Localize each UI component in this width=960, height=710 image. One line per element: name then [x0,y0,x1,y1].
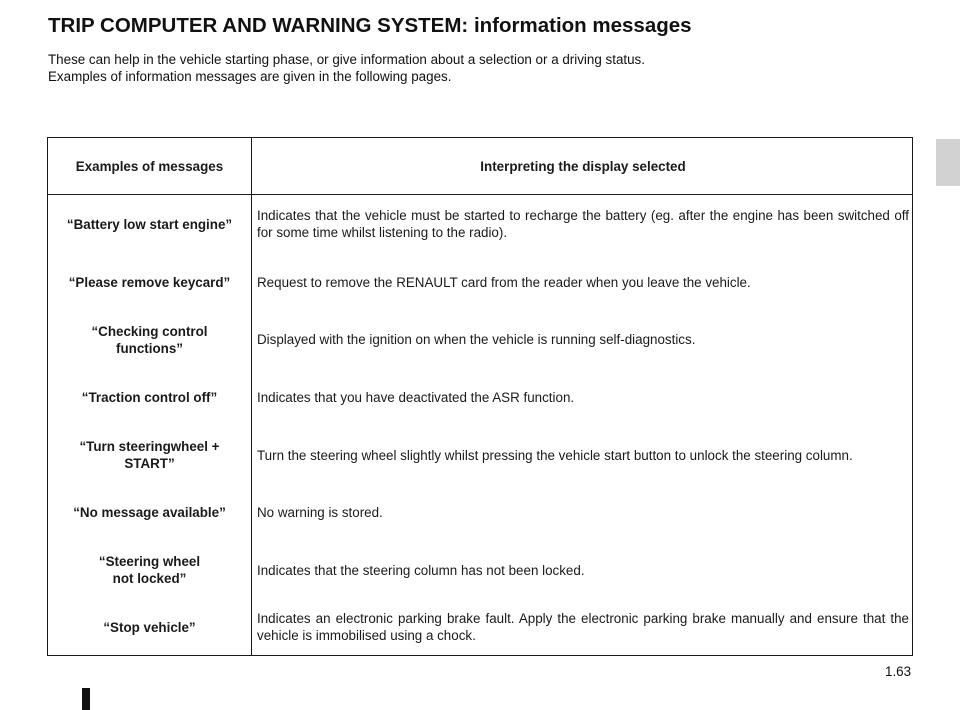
message-cell: “Please remove keycard” [48,253,252,311]
column-header-interpretation: Interpreting the display selected [252,138,912,195]
page-title: TRIP COMPUTER AND WARNING SYSTEM: information messages [48,14,692,37]
message-cell: “Battery low start engine” [48,195,252,253]
interpretation-cell: Indicates that you have deactivated the ASR function. [257,389,575,405]
page-number: 1.63 [885,664,912,679]
message-cell: “No message available” [48,484,252,541]
message-cell: “Traction control off” [48,368,252,426]
interpretation-cell: Indicates that the steering column has not been locked. [257,562,585,578]
crop-mark [82,688,90,710]
interpretation-cell: Request to remove the RENAULT card from the reader when you leave the vehicle. [257,274,751,290]
interpretation-cell: Displayed with the ignition on when the vehicle is running self-diagnostics. [257,332,696,347]
column-header-messages: Examples of messages [48,138,252,195]
interpretation-cell: Turn the steering wheel slightly whilst pressing the vehicle start button to unlock the steering column. [257,447,853,463]
interpretation-cell: Indicates an electronic parking brake fault. Apply the electronic parking brake manually and ensure that the vehicle is immobilised using a chock. [257,611,909,643]
message-cell: “Steering wheel not locked” [48,541,252,599]
message-cell: “Stop vehicle” [48,599,252,655]
messages-table [47,137,913,656]
message-cell: “Checking control functions” [48,311,252,368]
interpretation-cell: No warning is stored. [257,505,383,520]
interpretation-cell: Indicates that the vehicle must be started to recharge the battery (eg. after the engine has been switched off for some time whilst listening to the radio). [257,208,909,240]
section-tab-marker [936,139,960,186]
intro-line: These can help in the vehicle starting phase, or give information about a selection or a driving status. [48,52,645,67]
intro-line: Examples of information messages are given in the following pages. [48,69,452,84]
intro-text [48,51,645,85]
message-cell: “Turn steeringwheel + START” [48,426,252,484]
